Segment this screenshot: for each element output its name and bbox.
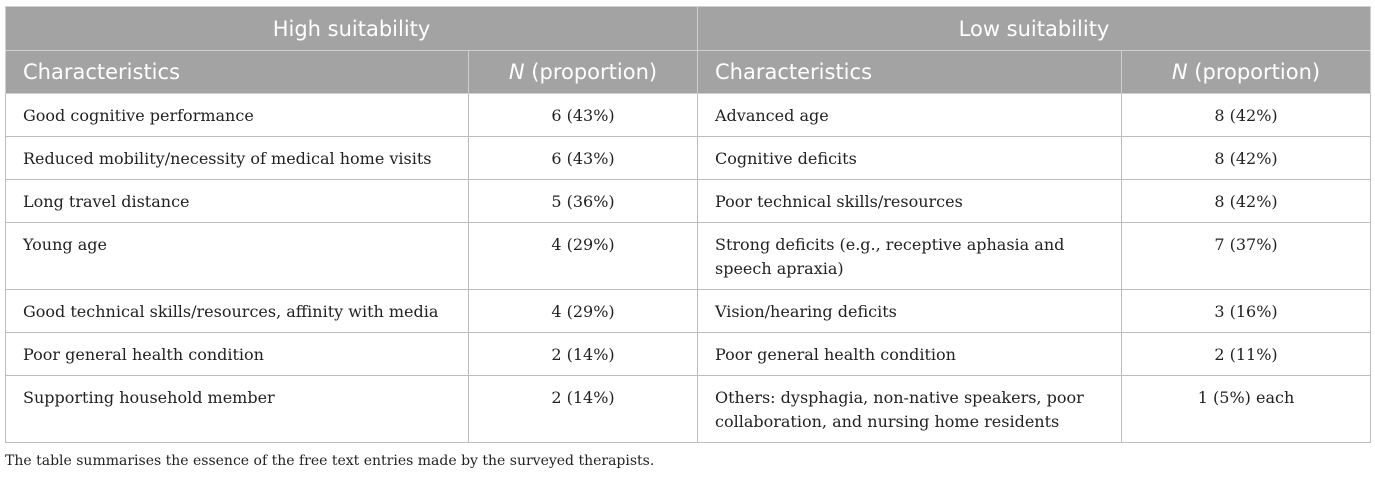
high-characteristics-header: Characteristics bbox=[6, 51, 469, 94]
group-header-row bbox=[6, 7, 1371, 51]
high-n-cell: 6 (43%) bbox=[469, 137, 698, 180]
low-characteristic-cell: Vision/hearing deficits bbox=[698, 290, 1122, 333]
high-suitability-header: High suitability bbox=[6, 7, 698, 51]
column-header-row bbox=[6, 51, 1371, 94]
high-characteristic-cell: Long travel distance bbox=[6, 180, 469, 223]
low-characteristics-header: Characteristics bbox=[698, 51, 1122, 94]
low-n-proportion-header bbox=[1122, 51, 1371, 94]
high-characteristic-cell: Good cognitive performance bbox=[6, 94, 469, 137]
proportion-label: (proportion) bbox=[524, 60, 658, 84]
low-characteristic-cell: Poor technical skills/resources bbox=[698, 180, 1122, 223]
low-suitability-header: Low suitability bbox=[698, 7, 1371, 51]
low-n-cell: 2 (11%) bbox=[1122, 333, 1371, 376]
low-characteristic-cell: Cognitive deficits bbox=[698, 137, 1122, 180]
high-n-cell: 6 (43%) bbox=[469, 94, 698, 137]
high-n-cell: 2 (14%) bbox=[469, 333, 698, 376]
table-row bbox=[6, 290, 1371, 333]
table-row bbox=[6, 137, 1371, 180]
low-n-cell: 3 (16%) bbox=[1122, 290, 1371, 333]
low-n-cell: 8 (42%) bbox=[1122, 137, 1371, 180]
high-n-proportion-header bbox=[469, 51, 698, 94]
table-row bbox=[6, 333, 1371, 376]
table-row bbox=[6, 376, 1371, 443]
low-n-cell: 8 (42%) bbox=[1122, 94, 1371, 137]
low-n-cell: 7 (37%) bbox=[1122, 223, 1371, 290]
low-characteristic-cell: Poor general health condition bbox=[698, 333, 1122, 376]
low-n-cell: 8 (42%) bbox=[1122, 180, 1371, 223]
table-row bbox=[6, 180, 1371, 223]
high-characteristic-cell: Good technical skills/resources, affinity with media bbox=[6, 290, 469, 333]
high-n-cell: 4 (29%) bbox=[469, 223, 698, 290]
table-row bbox=[6, 223, 1371, 290]
high-characteristic-cell: Supporting household member bbox=[6, 376, 469, 443]
low-characteristic-cell: Advanced age bbox=[698, 94, 1122, 137]
high-n-cell: 4 (29%) bbox=[469, 290, 698, 333]
high-n-cell: 2 (14%) bbox=[469, 376, 698, 443]
high-characteristic-cell: Poor general health condition bbox=[6, 333, 469, 376]
low-characteristic-cell: Others: dysphagia, non-native speakers, poor collaboration, and nursing home residents bbox=[698, 376, 1122, 443]
high-n-cell: 5 (36%) bbox=[469, 180, 698, 223]
table-footnote: The table summarises the essence of the free text entries made by the surveyed therapists. bbox=[5, 453, 655, 469]
suitability-table bbox=[5, 6, 1371, 443]
high-characteristic-cell: Young age bbox=[6, 223, 469, 290]
proportion-label: (proportion) bbox=[1187, 60, 1321, 84]
table-row bbox=[6, 94, 1371, 137]
low-characteristic-cell: Strong deficits (e.g., receptive aphasia and speech apraxia) bbox=[698, 223, 1122, 290]
n-label: N bbox=[1171, 60, 1188, 84]
n-label: N bbox=[508, 60, 525, 84]
low-n-cell: 1 (5%) each bbox=[1122, 376, 1371, 443]
high-characteristic-cell: Reduced mobility/necessity of medical home visits bbox=[6, 137, 469, 180]
